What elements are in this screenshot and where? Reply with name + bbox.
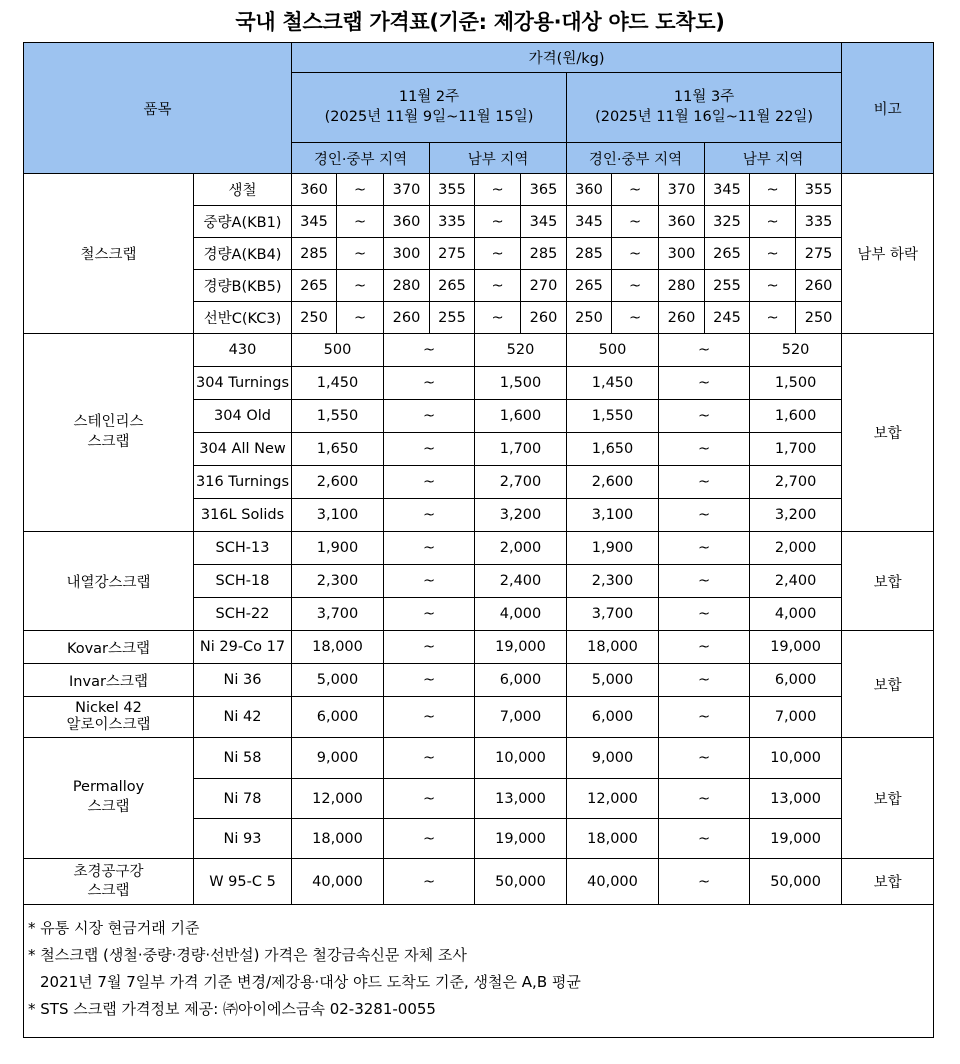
remark-heat-resistant: 보합 [842,532,934,631]
tilde: ~ [475,206,521,238]
price-cell: 6,000 [292,697,384,738]
price-cell: 260 [659,302,705,334]
price-cell: 250 [796,302,842,334]
tilde: ~ [659,367,750,400]
tilde: ~ [659,631,750,664]
price-cell: 7,000 [750,697,842,738]
category-kovar: Kovar스크랩 [24,631,194,664]
tilde: ~ [612,174,659,206]
grade-cell: Ni 42 [194,697,292,738]
price-cell: 370 [384,174,430,206]
table-row [24,532,934,565]
price-cell: 9,000 [292,738,384,779]
tilde: ~ [337,302,384,334]
w1-region-b-header: 남부 지역 [430,143,567,174]
category-invar: Invar스크랩 [24,664,194,697]
table-row [24,174,934,206]
price-cell: 2,700 [750,466,842,499]
table-row [24,697,934,738]
category-steel-scrap: 철스크랩 [24,174,194,334]
price-cell: 18,000 [567,819,659,859]
price-cell: 335 [430,206,475,238]
price-cell: 265 [705,238,750,270]
tilde: ~ [384,819,475,859]
week2-label: 11월 3주 [673,88,735,105]
price-cell: 12,000 [567,779,659,819]
price-cell: 2,600 [292,466,384,499]
price-cell: 1,650 [292,433,384,466]
tilde: ~ [612,238,659,270]
grade-cell: Ni 58 [194,738,292,779]
price-cell: 325 [705,206,750,238]
remark-tool-steel: 보합 [842,859,934,905]
price-cell: 260 [384,302,430,334]
price-cell: 1,450 [567,367,659,400]
price-cell: 1,650 [567,433,659,466]
grade-cell: Ni 93 [194,819,292,859]
grade-cell: 316L Solids [194,499,292,532]
tilde: ~ [384,367,475,400]
tilde: ~ [750,302,796,334]
w2-region-a-header: 경인·중부 지역 [567,143,705,174]
price-cell: 18,000 [292,819,384,859]
tilde: ~ [337,270,384,302]
price-cell: 280 [384,270,430,302]
price-cell: 500 [567,334,659,367]
price-cell: 285 [567,238,612,270]
grade-cell: Ni 78 [194,779,292,819]
price-cell: 355 [796,174,842,206]
tilde: ~ [750,174,796,206]
price-cell: 300 [384,238,430,270]
price-cell: 40,000 [567,859,659,905]
price-cell: 3,200 [750,499,842,532]
price-cell: 50,000 [475,859,567,905]
grade-cell: 304 Old [194,400,292,433]
price-cell: 2,300 [292,565,384,598]
tilde: ~ [384,631,475,664]
tilde: ~ [659,466,750,499]
grade-cell: 선반C(KC3) [194,302,292,334]
tilde: ~ [384,400,475,433]
price-cell: 250 [292,302,337,334]
tilde: ~ [475,174,521,206]
price-cell: 19,000 [750,631,842,664]
grade-cell: SCH-13 [194,532,292,565]
price-cell: 275 [430,238,475,270]
remark-alloys: 보합 [842,631,934,738]
price-cell: 3,100 [292,499,384,532]
tilde: ~ [475,270,521,302]
price-cell: 7,000 [475,697,567,738]
price-cell: 500 [292,334,384,367]
price-cell: 5,000 [292,664,384,697]
price-cell: 4,000 [750,598,842,631]
tilde: ~ [659,598,750,631]
grade-cell: 경량B(KB5) [194,270,292,302]
price-cell: 260 [521,302,567,334]
price-cell: 9,000 [567,738,659,779]
tilde: ~ [659,697,750,738]
category-line: Permalloy [72,779,145,796]
tilde: ~ [750,206,796,238]
tilde: ~ [750,238,796,270]
price-cell: 1,900 [567,532,659,565]
tilde: ~ [475,302,521,334]
tilde: ~ [384,664,475,697]
tilde: ~ [475,238,521,270]
category-line: 스테인리스 [73,413,144,430]
price-cell: 1,550 [567,400,659,433]
price-cell: 265 [567,270,612,302]
grade-cell: 304 Turnings [194,367,292,400]
item-header: 품목 [24,43,292,174]
price-cell: 1,600 [475,400,567,433]
table-row [24,859,934,905]
grade-cell: 316 Turnings [194,466,292,499]
price-cell: 300 [659,238,705,270]
tilde: ~ [659,532,750,565]
price-cell: 5,000 [567,664,659,697]
tilde: ~ [337,174,384,206]
price-cell: 1,700 [475,433,567,466]
note-line: * 유통 시장 현금거래 기준 [28,919,200,937]
price-cell: 10,000 [475,738,567,779]
price-cell: 10,000 [750,738,842,779]
grade-cell: Ni 29-Co 17 [194,631,292,664]
grade-cell: 생철 [194,174,292,206]
tilde: ~ [384,697,475,738]
week1-header [292,73,567,143]
price-cell: 6,000 [567,697,659,738]
tilde: ~ [337,238,384,270]
tilde: ~ [384,779,475,819]
price-cell: 270 [521,270,567,302]
category-line: 스크랩 [87,433,130,450]
tilde: ~ [750,270,796,302]
price-cell: 255 [705,270,750,302]
price-cell: 265 [430,270,475,302]
price-cell: 1,450 [292,367,384,400]
price-cell: 520 [475,334,567,367]
table-row [24,334,934,367]
category-line: 스크랩 [87,882,130,899]
remark-header: 비고 [842,43,934,174]
tilde: ~ [384,859,475,905]
tilde: ~ [612,270,659,302]
tilde: ~ [659,738,750,779]
tilde: ~ [659,819,750,859]
tilde: ~ [659,859,750,905]
grade-cell: W 95-C 5 [194,859,292,905]
price-cell: 255 [430,302,475,334]
week1-label: 11월 2주 [398,88,460,105]
price-cell: 345 [567,206,612,238]
price-cell: 19,000 [475,819,567,859]
price-cell: 3,100 [567,499,659,532]
category-line: 스크랩 [87,799,130,815]
tilde: ~ [659,779,750,819]
price-cell: 18,000 [292,631,384,664]
price-cell: 4,000 [475,598,567,631]
price-cell: 360 [567,174,612,206]
price-cell: 355 [430,174,475,206]
price-cell: 1,900 [292,532,384,565]
price-cell: 275 [796,238,842,270]
tilde: ~ [384,466,475,499]
price-cell: 2,000 [475,532,567,565]
price-cell: 1,600 [750,400,842,433]
price-cell: 360 [292,174,337,206]
price-cell: 370 [659,174,705,206]
price-cell: 6,000 [475,664,567,697]
tilde: ~ [659,334,750,367]
price-cell: 2,300 [567,565,659,598]
tilde: ~ [659,499,750,532]
price-cell: 250 [567,302,612,334]
tilde: ~ [384,334,475,367]
price-cell: 18,000 [567,631,659,664]
notes-box [23,903,934,1038]
price-cell: 360 [384,206,430,238]
price-cell: 365 [521,174,567,206]
w1-region-a-header: 경인·중부 지역 [292,143,430,174]
price-cell: 12,000 [292,779,384,819]
category-line: Nickel 42 [75,699,142,716]
grade-cell: 430 [194,334,292,367]
price-cell: 40,000 [292,859,384,905]
grade-cell: SCH-18 [194,565,292,598]
grade-cell: SCH-22 [194,598,292,631]
page-title: 국내 철스크랩 가격표(기준: 제강용·대상 야드 도착도) [235,10,725,34]
price-cell: 260 [796,270,842,302]
tilde: ~ [659,433,750,466]
tilde: ~ [612,206,659,238]
w2-region-b-header: 남부 지역 [705,143,842,174]
category-tool-steel [24,859,194,905]
table-row [24,631,934,664]
price-cell: 19,000 [750,819,842,859]
price-cell: 1,500 [475,367,567,400]
price-cell: 245 [705,302,750,334]
grade-cell: 중량A(KB1) [194,206,292,238]
price-cell: 1,500 [750,367,842,400]
remark-stainless: 보합 [842,334,934,532]
price-unit-header: 가격(원/kg) [292,43,842,73]
week2-header [567,73,842,143]
tilde: ~ [384,598,475,631]
tilde: ~ [337,206,384,238]
price-cell: 1,700 [750,433,842,466]
category-line: 초경공구강 [73,863,144,880]
price-cell: 3,700 [292,598,384,631]
price-cell: 19,000 [475,631,567,664]
tilde: ~ [384,532,475,565]
tilde: ~ [384,738,475,779]
note-line: * 철스크랩 (생철·중량·경량·선반설) 가격은 철강금속신문 자체 조사 [28,946,467,964]
week1-range: (2025년 11월 9일~11월 15일) [324,108,534,125]
tilde: ~ [659,400,750,433]
category-permalloy [24,738,194,859]
grade-cell: 경량A(KB4) [194,238,292,270]
grade-cell: 304 All New [194,433,292,466]
remark-permalloy: 보합 [842,738,934,859]
price-cell: 2,600 [567,466,659,499]
category-nickel42 [24,697,194,738]
note-line: 2021년 7월 7일부 가격 기준 변경/제강용·대상 야드 도착도 기준, 생철은 A,B 평균 [40,973,581,991]
price-cell: 6,000 [750,664,842,697]
table-row [24,738,934,779]
price-cell: 335 [796,206,842,238]
price-cell: 2,000 [750,532,842,565]
price-cell: 345 [521,206,567,238]
price-cell: 1,550 [292,400,384,433]
note-line: * STS 스크랩 가격정보 제공: ㈜아이에스금속 02-3281-0055 [28,1000,436,1018]
price-cell: 520 [750,334,842,367]
tilde: ~ [612,302,659,334]
tilde: ~ [384,433,475,466]
remark-steel-scrap: 남부 하락 [842,174,934,334]
tilde: ~ [384,499,475,532]
tilde: ~ [384,565,475,598]
category-stainless [24,334,194,532]
price-cell: 285 [521,238,567,270]
week2-range: (2025년 11월 16일~11월 22일) [595,108,814,125]
tilde: ~ [659,565,750,598]
price-cell: 360 [659,206,705,238]
price-cell: 13,000 [475,779,567,819]
price-cell: 2,400 [475,565,567,598]
tilde: ~ [659,664,750,697]
price-cell: 3,200 [475,499,567,532]
price-cell: 345 [292,206,337,238]
price-cell: 285 [292,238,337,270]
price-cell: 3,700 [567,598,659,631]
price-cell: 345 [705,174,750,206]
header-row-1 [24,43,934,73]
grade-cell: Ni 36 [194,664,292,697]
table-row [24,664,934,697]
price-cell: 2,400 [750,565,842,598]
category-line: 알로이스크랩 [66,717,151,733]
price-cell: 50,000 [750,859,842,905]
price-cell: 2,700 [475,466,567,499]
category-heat-resistant: 내열강스크랩 [24,532,194,631]
price-table [23,42,934,905]
price-cell: 13,000 [750,779,842,819]
price-cell: 265 [292,270,337,302]
price-cell: 280 [659,270,705,302]
